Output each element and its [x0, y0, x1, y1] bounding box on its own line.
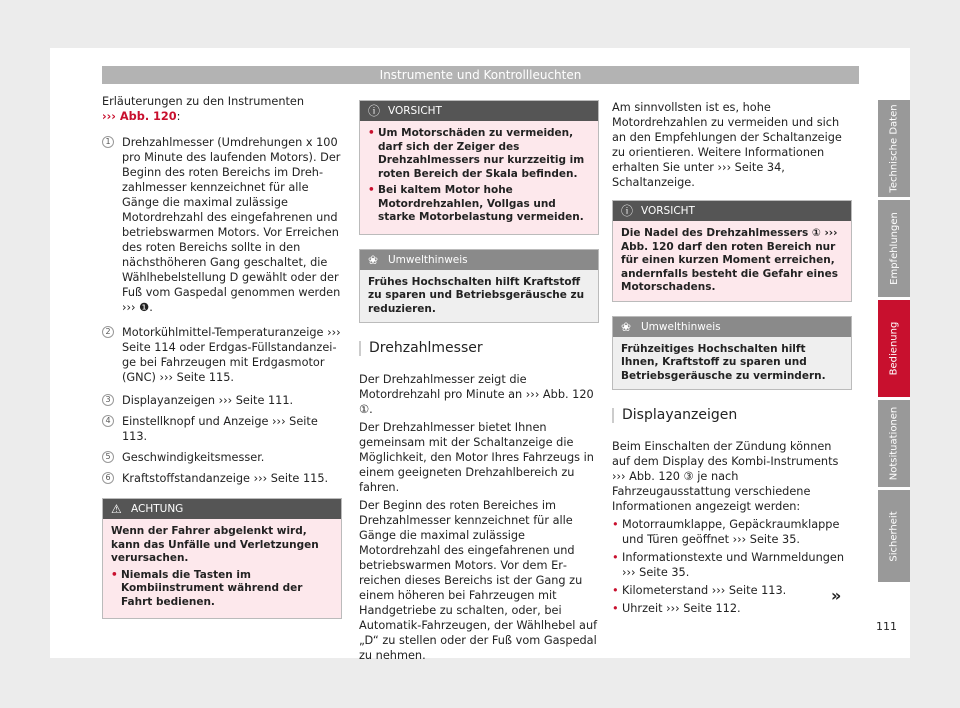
column-middle: ⓘ VORSICHT • Um Motorschäden zu vermeiden, darf sich der Zeiger des Drehzahlmessers nur kurzzeitig im roten Bereich der Skala befinden. • Bei kaltem Motor hohe Motordrehzahlen, Vollgas und starke Motorbelastung vermeiden. ❀ Umwelthinweis Frühes Hochschalten hilft Kraftstoff zu sparen und Betriebsgeräusche zu reduzieren. Drehzahlmesser Der Drehzahlmesser zeigt die Motordrehzahl pro Minute an ››› Abb. 120 ①. Der Drehzahlmesser bietet Ihnen gemeinsam mit der Schaltanzeige die Möglichkeit, den Motor Ihres Fahrzeugs in einem geeigneten Drehzahlbereich zu fahren. Der Beginn des roten Bereiches im Drehzahlmesser kennzeichnet für alle Gänge die maximal zulässige Motordrehzahl des eingefahrenen und betriebswarmen Motors. Vor dem Erreichen dieses Bereichs ist der Gang zu einem höheren bei Fahrzeugen mit Handgetriebe zu schalten, oder, bei Automatik-Fahrzeugen, der Wählhebel auf „D“ zu stellen oder der Fuß vom Gaspedal zu nehmen. — [359, 100, 599, 666]
caution-icon: ⓘ — [621, 204, 634, 218]
chapter-header: Instrumente und Kontrollleuchten — [102, 66, 859, 84]
list-item: 4 Einstellknopf und Anzeige ››› Seite 113. — [102, 414, 342, 444]
list-item: • Uhrzeit ››› Seite 112. — [612, 601, 852, 616]
list-item: 2 Motorkühlmittel-Temperaturanzeige ››› Seite 114 oder Erdgas-Füllstandanzeige bei Fahrzeugen mit Erdgasmotor (GNC) ››› Seite 115. — [102, 325, 342, 385]
list-item: • Kilometerstand ››› Seite 113. — [612, 583, 852, 598]
warning-icon: ⚠ — [111, 502, 122, 516]
list-item: • Informationstexte und Warnmeldungen ››› Seite 35. — [612, 550, 852, 580]
page-number: 111 — [876, 620, 897, 633]
column-right: Am sinnvollsten ist es, hohe Motordrehzahlen zu vermeiden und sich an den Empfehlungen der Schaltanzeige zu orientieren. Weitere Informationen erhalten Sie unter ››› Seite 34, Schaltanzeige. ⓘ VORSICHT Die Nadel des Drehzahlmessers ① ››› Abb. 120 darf den roten Bereich nur für einen kurzen Moment erreichen, andernfalls besteht die Gefahr eines Motorschadens. ❀ Umwelthinweis Frühzeitiges Hochschalten hilft Ihnen, Kraftstoff zu sparen und Betriebsgeräusche zu vermindern. Displayanzeigen Beim Einschalten der Zündung können auf dem Display des Kombi-Instruments ››› Abb. 120 ③ je nach Fahrzeugausstattung verschiedene Informationen angezeigt werden: • Motorraumklappe, Gepäckraumklappe und Türen geöffnet ››› Seite 35. • Informationstexte und Warnmeldungen ››› Seite 35. • Kilometerstand ››› Seite 113. • Uhrzeit ››› Seite 112. — [612, 100, 852, 619]
tab-technische-daten[interactable]: Technische Daten — [878, 100, 910, 197]
tab-notsituationen[interactable]: Notsituationen — [878, 400, 910, 487]
umwelt-box: ❀ Umwelthinweis Frühes Hochschalten hilft Kraftstoff zu sparen und Betriebsgeräusche zu reduzieren. — [359, 249, 599, 324]
environment-icon: ❀ — [368, 252, 379, 267]
list-item: 6 Kraftstoffstandanzeige ››› Seite 115. — [102, 471, 342, 486]
tab-sicherheit[interactable]: Sicherheit — [878, 490, 910, 582]
list-item: • Motorraumklappe, Gepäckraumklappe und Türen geöffnet ››› Seite 35. — [612, 517, 852, 547]
umwelt-box: ❀ Umwelthinweis Frühzeitiges Hochschalten hilft Ihnen, Kraftstoff zu sparen und Betriebsgeräusche zu vermindern. — [612, 316, 852, 391]
vorsicht-box: ⓘ VORSICHT Die Nadel des Drehzahlmessers ① ››› Abb. 120 darf den roten Bereich nur für einen kurzen Moment erreichen, andernfalls besteht die Gefahr eines Motorschadens. — [612, 200, 852, 302]
list-item: 3 Displayanzeigen ››› Seite 111. — [102, 393, 342, 408]
intro-text: Erläuterungen zu den Instrumenten ››› Abb. 120: — [102, 95, 305, 123]
list-item: 5 Geschwindigkeitsmesser. — [102, 450, 342, 465]
section-title: Drehzahlmesser — [359, 341, 599, 356]
continue-arrow: » — [831, 586, 842, 605]
column-left — [102, 94, 342, 619]
tab-bedienung[interactable]: Bedienung — [878, 300, 910, 397]
figure-link[interactable]: ››› Abb. 120 — [102, 110, 177, 123]
environment-icon: ❀ — [621, 319, 632, 334]
list-item: 1 Drehzahlmesser (Umdrehungen x 100 pro Minute des laufenden Motors). Der Beginn des roten Bereichs im Drehzahlmesser kennzeichnet für alle Gänge die maximal zulässige Motordrehzahl des eingefahrenen und betriebswarmen Motors. Vor Erreichen des roten Bereichs sollte in den nächsthöheren Gang geschaltet, die Wählhebelstellung D gewählt oder der Fuß vom Gaspedal genommen werden ››› ❶. — [102, 135, 342, 315]
caution-icon: ⓘ — [368, 104, 381, 118]
vorsicht-box: ⓘ VORSICHT • Um Motorschäden zu vermeiden, darf sich der Zeiger des Drehzahlmessers nur kurzzeitig im roten Bereich der Skala befinden. • Bei kaltem Motor hohe Motordrehzahlen, Vollgas und starke Motorbelastung vermeiden. — [359, 100, 599, 235]
achtung-box: ⚠ ACHTUNG Wenn der Fahrer abgelenkt wird, kann das Unfälle und Verletzungen verursachen. • Niemals die Tasten im Kombiinstrument während der Fahrt bedienen. — [102, 498, 342, 619]
tab-empfehlungen[interactable]: Empfehlungen — [878, 200, 910, 297]
section-title: Displayanzeigen — [612, 408, 852, 423]
